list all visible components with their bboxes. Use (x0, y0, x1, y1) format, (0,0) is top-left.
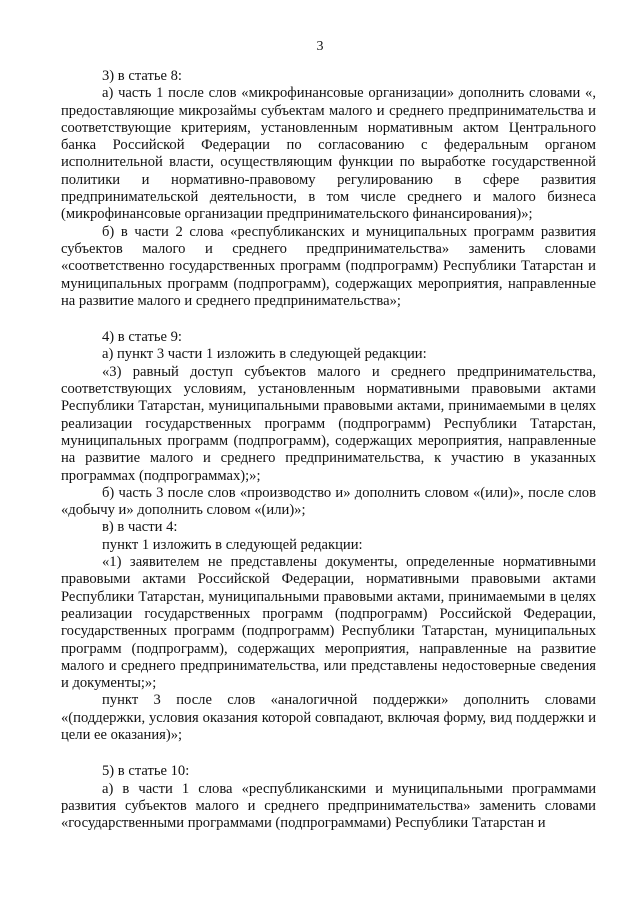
paragraph: 5) в статье 10: (102, 763, 190, 780)
paragraph: в) в части 4: (102, 519, 178, 536)
paragraph: а) пункт 3 части 1 изложить в следующей редакции: (102, 346, 427, 363)
paragraph: пункт 3 после слов «аналогичной поддержки» дополнить словами «(поддержки, условия оказания которой совпадают, включая форму, вид поддержки и цели ее оказания)»; (61, 692, 596, 743)
paragraph-spacer (61, 310, 596, 329)
paragraph: а) в части 1 слова «республиканскими и муниципальными программами развития субъектов малого и среднего предпринимательства» заменить словами «государственными программами (подпрограммами) Республики Татарстан и (61, 780, 596, 832)
paragraph: пункт 1 изложить в следующей редакции: (102, 536, 363, 553)
page-number: 3 (316, 39, 324, 54)
paragraph: б) в части 2 слова «республиканских и муниципальных программ развития субъектов малого и среднего предпринимательства» заменить словами «соответственно государственных программ (подпрограмм) Республики Татарстан и муниципальных программ (подпрограмм), содержащих мероприятия, направленные на развитие малого и среднего предпринимательства»; (61, 223, 596, 309)
paragraph: «3) равный доступ субъектов малого и среднего предпринимательства, соответствующих условиям, установленным нормативными правовыми актами Республики Татарстан, муниципальными правовыми актами, принимаемыми в целях реализации государственных программ (подпрограмм) Республики Татарстан, муниципальных программ (подпрограмм), содержащих мероприятия, направленные на развитие малого и среднего предпринимательства, к участию в указанных программах (подпрограммах);»; (61, 363, 596, 484)
paragraph: 4) в статье 9: (102, 329, 182, 346)
paragraph: б) часть 3 после слов «производство и» дополнить словом «(или)», после слов «добычу и» дополнить словом «(или)»; (61, 484, 596, 519)
paragraph: 3) в статье 8: (102, 68, 182, 84)
paragraph-spacer (61, 744, 596, 763)
paragraph: а) часть 1 после слов «микрофинансовые организации» дополнить словами «, предоставляющие микрозаймы субъектам малого и среднего предпринимательства и соответствующие критериям, установленным нормативным актом Центрального банка Российской Федерации по согласованию с федеральным органом исполнительной власти, осуществляющим функции по выработке государственной политики и нормативно-правовому регулированию в сфере развития предпринимательской деятельности, в том числе среднего и малого бизнеса (микрофинансовые организации предпринимательского финансирования)»; (61, 85, 596, 223)
document-body (61, 68, 596, 832)
paragraph: «1) заявителем не представлены документы, определенные нормативными правовыми актами Российской Федерации, нормативными правовыми актами Республики Татарстан, муниципальными правовыми актами, принимаемыми в целях реализации государственных программ (подпрограмм) Российской Федерации, государственных программ (подпрограмм) Республики Татарстан, муниципальных программ (подпрограмм), содержащих мероприятия, направленные на развитие малого и среднего предпринимательства, или представлены недостоверные сведения и документы;»; (61, 554, 596, 692)
